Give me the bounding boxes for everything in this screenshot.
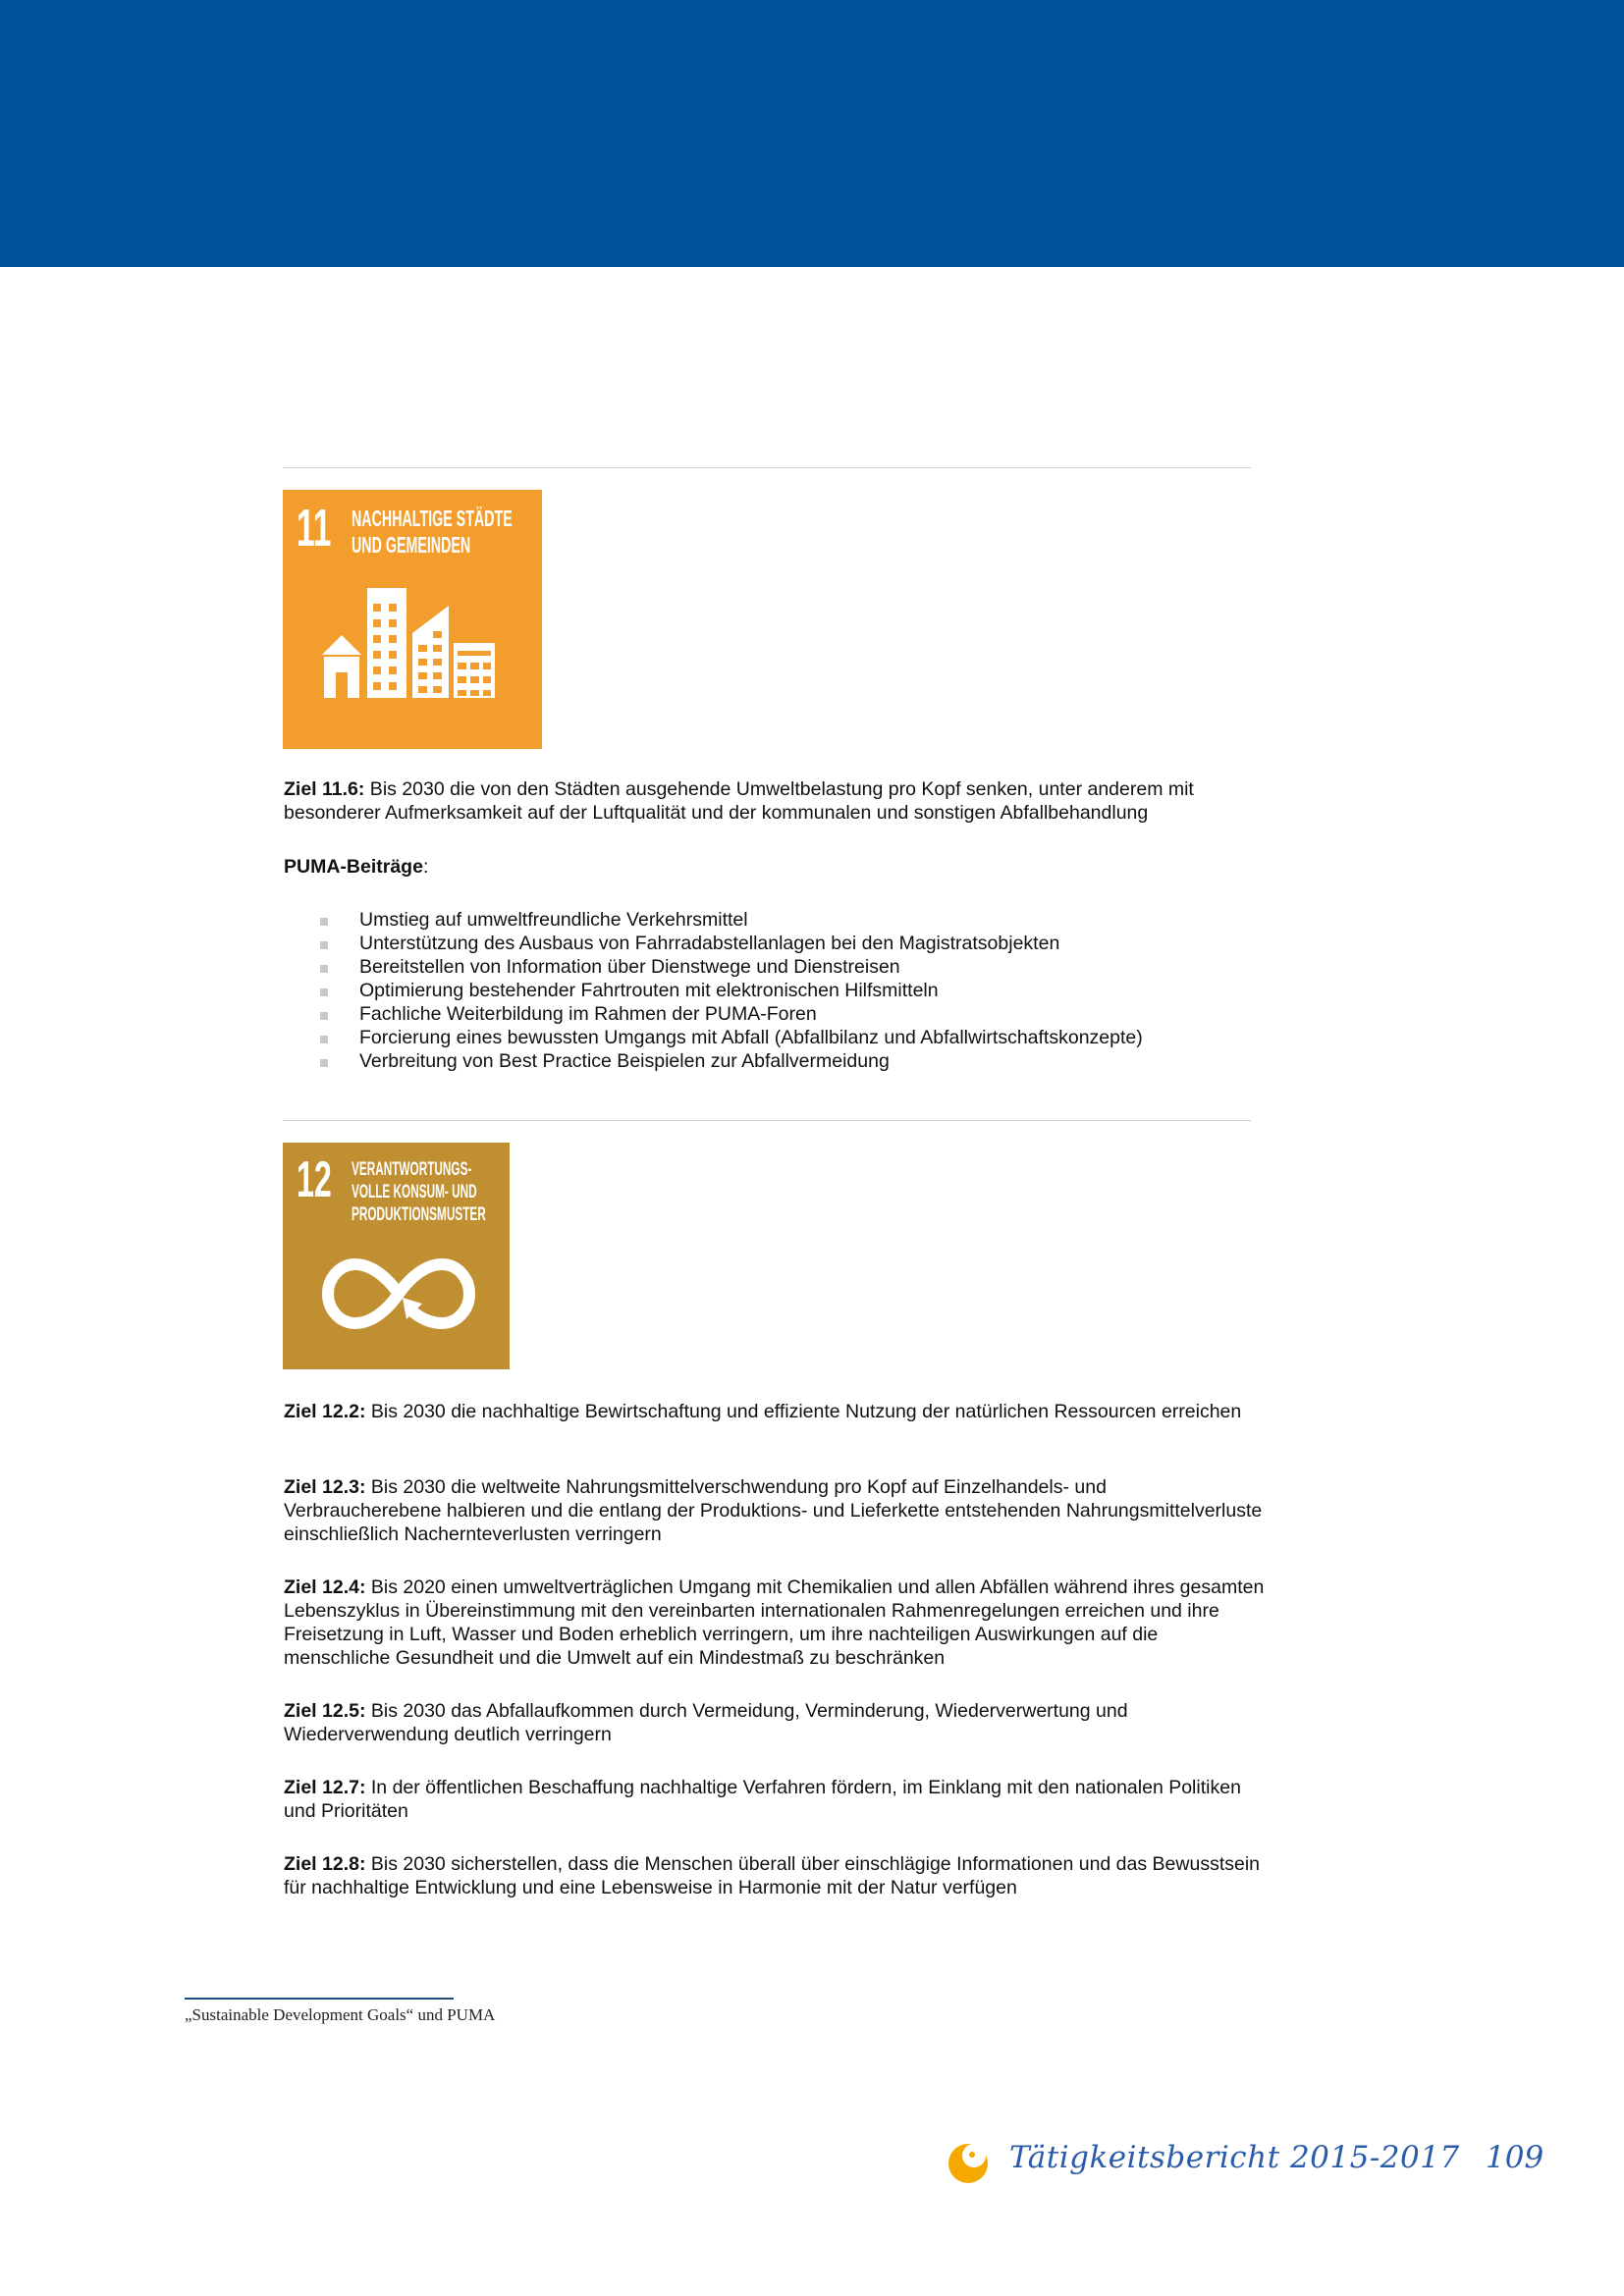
sdg11-title-line: NACHHALTIGE STÄDTE bbox=[352, 506, 513, 531]
report-title: Tätigkeitsbericht 2015-2017 bbox=[1009, 2140, 1460, 2175]
goal-12-8 bbox=[284, 1852, 1266, 1899]
city-buildings-icon bbox=[320, 588, 507, 725]
sdg11-number: 11 bbox=[297, 499, 332, 558]
goal-text: Bis 2030 sicherstellen, dass die Menschen überall über einschlägige Informationen und das Bewusstsein für nachhaltige Entwicklung und eine Lebensweise in Harmonie mit der Natur verfügen bbox=[284, 1853, 1261, 1898]
list-item: Bereitstellen von Information über Dienstwege und Dienstreisen bbox=[316, 955, 1143, 979]
list-item: Unterstützung des Ausbaus von Fahrradabstellanlagen bei den Magistratsobjekten bbox=[316, 932, 1143, 955]
goal-12-3 bbox=[284, 1475, 1266, 1546]
goal-label: Ziel 11.6: bbox=[284, 778, 365, 800]
goal-label: Ziel 12.2: bbox=[284, 1401, 366, 1422]
goal-label: Ziel 12.7: bbox=[284, 1777, 366, 1798]
contributions-colon: : bbox=[422, 856, 429, 878]
sdg12-title-line: VOLLE KONSUM- UND bbox=[352, 1182, 477, 1202]
footnote-rule bbox=[185, 1998, 454, 2000]
crescent-sun-icon bbox=[945, 2138, 992, 2185]
goal-text: Bis 2030 die weltweite Nahrungsmittelverschwendung pro Kopf auf Einzelhandels- und Verbraucherebene halbieren und die entlang der Produktions- und Lieferkette entstehenden Nahrungsmittelverluste einschließlich Nachernteverlusten verringern bbox=[284, 1476, 1263, 1545]
sdg11-tile bbox=[283, 490, 542, 749]
goal-label: Ziel 12.5: bbox=[284, 1700, 366, 1722]
page-number: 109 bbox=[1486, 2140, 1544, 2175]
list-item: Verbreitung von Best Practice Beispielen zur Abfallvermeidung bbox=[316, 1049, 1143, 1073]
sdg12-tile bbox=[283, 1143, 510, 1369]
sdg11-title bbox=[352, 506, 513, 559]
goal-text: Bis 2020 einen umweltverträglichen Umgang mit Chemikalien und allen Abfällen während ihres gesamten Lebenszyklus in Übereinstimmung mit den vereinbarten internationalen Rahmenregelungen erreichen und ihre Freisetzung in Luft, Wasser und Boden erheblich verringern, um ihre nachteiligen Auswirkungen auf die menschliche Gesundheit und die Umwelt auf ein Mindestmaß zu beschränken bbox=[284, 1576, 1265, 1669]
goal-label: Ziel 12.3: bbox=[284, 1476, 366, 1498]
sdg12-title bbox=[352, 1158, 486, 1226]
list-item: Fachliche Weiterbildung im Rahmen der PUMA-Foren bbox=[316, 1002, 1143, 1026]
sdg11-title-line: UND GEMEINDEN bbox=[352, 532, 471, 558]
goal-12-5 bbox=[284, 1699, 1266, 1746]
goal-12-2 bbox=[284, 1400, 1266, 1423]
goal-text: Bis 2030 das Abfallaufkommen durch Vermeidung, Verminderung, Wiederverwertung und Wiederverwendung deutlich verringern bbox=[284, 1700, 1128, 1745]
contributions-label: PUMA-Beiträge bbox=[284, 856, 423, 878]
sdg12-title-line: VERANTWORTUNGS- bbox=[352, 1159, 472, 1180]
footnote: „Sustainable Development Goals“ und PUMA bbox=[185, 2005, 496, 2024]
list-item: Optimierung bestehender Fahrtrouten mit elektronischen Hilfsmitteln bbox=[316, 979, 1143, 1002]
section-divider bbox=[283, 1120, 1251, 1121]
puma-contributions-heading bbox=[284, 855, 1266, 879]
header-band bbox=[0, 0, 1624, 267]
goal-label: Ziel 12.8: bbox=[284, 1853, 366, 1875]
puma-contributions-list bbox=[316, 908, 1143, 1073]
goal-text: Bis 2030 die nachhaltige Bewirtschaftung und effiziente Nutzung der natürlichen Ressourcen erreichen bbox=[365, 1401, 1242, 1422]
goal-12-7 bbox=[284, 1776, 1266, 1823]
goal-text: In der öffentlichen Beschaffung nachhaltige Verfahren fördern, im Einklang mit den nationalen Politiken und Prioritäten bbox=[284, 1777, 1241, 1822]
sdg12-number: 12 bbox=[297, 1151, 332, 1208]
sdg12-title-line: PRODUKTIONSMUSTER bbox=[352, 1204, 486, 1225]
list-item: Forcierung eines bewussten Umgangs mit Abfall (Abfallbilanz und Abfallwirtschaftskonzepte) bbox=[316, 1026, 1143, 1049]
section-divider bbox=[283, 467, 1251, 468]
list-item: Umstieg auf umweltfreundliche Verkehrsmittel bbox=[316, 908, 1143, 932]
goal-text: Bis 2030 die von den Städten ausgehende Umweltbelastung pro Kopf senken, unter anderem mit besonderer Aufmerksamkeit auf der Luftqualität und der kommunalen und sonstigen Abfallbehandlung bbox=[284, 778, 1194, 824]
goal-11-6 bbox=[284, 777, 1266, 825]
infinity-loop-icon bbox=[320, 1251, 477, 1339]
goal-label: Ziel 12.4: bbox=[284, 1576, 366, 1598]
goal-12-4 bbox=[284, 1575, 1266, 1670]
